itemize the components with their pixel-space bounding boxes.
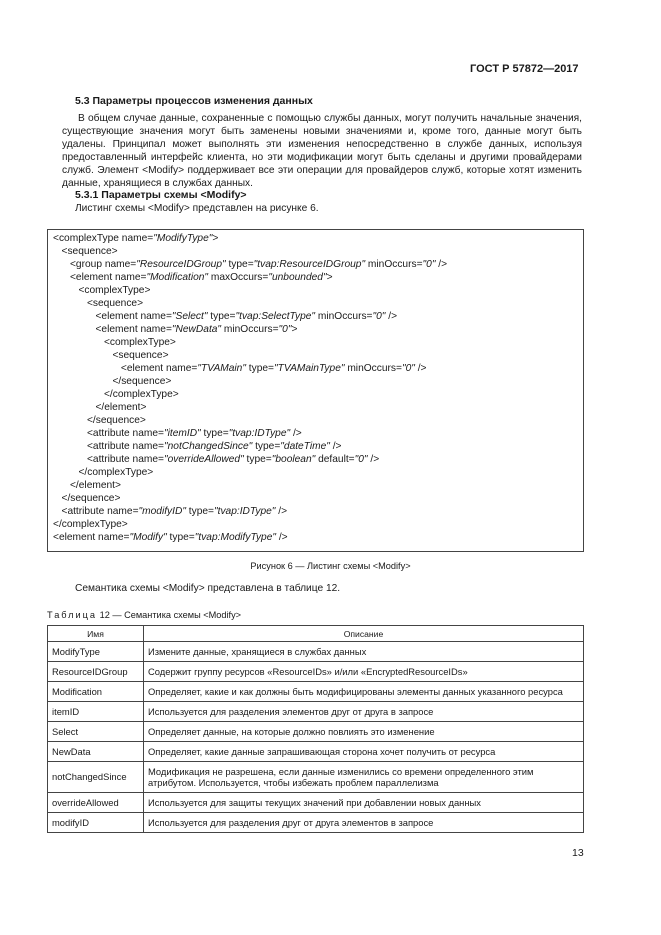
cell-name: itemID — [48, 702, 144, 722]
code-token: /> — [435, 259, 448, 270]
code-line — [53, 506, 287, 518]
code-token: <element name= — [53, 363, 198, 374]
code-token: > — [291, 324, 298, 335]
code-line — [53, 402, 146, 414]
code-token: type= — [207, 311, 236, 322]
code-token: <complexType> — [53, 337, 176, 348]
cell-name: ResourceIDGroup — [48, 662, 144, 682]
cell-name: overrideAllowed — [48, 793, 144, 813]
code-attr-value: "0" — [422, 259, 436, 270]
code-token: type= — [252, 441, 281, 452]
code-token: type= — [245, 363, 275, 374]
code-token: </sequence> — [53, 415, 146, 426]
section-heading: 5.3 Параметры процессов изменения данных — [75, 95, 313, 107]
code-token: type= — [225, 259, 254, 270]
subsection-heading: 5.3.1 Параметры схемы <Modify> — [75, 189, 247, 201]
cell-description: Модификация не разрешена, если данные изменились со времени определенного этим атрибутом. Используется, чтобы избежать проблем параллелизма — [144, 762, 584, 793]
code-token: </element> — [53, 480, 121, 491]
cell-description: Измените данные, хранящиеся в службах данных — [144, 642, 584, 662]
code-token: /> — [329, 441, 342, 452]
code-attr-value: "notChangedSince" — [164, 441, 253, 452]
code-token: type= — [166, 532, 195, 543]
code-line — [53, 493, 120, 505]
code-token: minOccurs= — [315, 311, 373, 322]
code-token: <complexType> — [53, 285, 151, 296]
code-line — [53, 311, 397, 323]
code-attr-value: "Modification" — [146, 272, 209, 283]
code-line — [53, 389, 179, 401]
code-attr-value: "TVAMainType" — [274, 363, 345, 374]
cell-name: Modification — [48, 682, 144, 702]
cell-description: Определяет данные, на которые должно повлиять это изменение — [144, 722, 584, 742]
code-attr-value: "tvap:ResourceIDGroup" — [253, 259, 366, 270]
table-row — [48, 722, 584, 742]
code-token: /> — [275, 532, 288, 543]
code-line — [53, 441, 342, 453]
code-attr-value: "0" — [401, 363, 415, 374]
code-token: <group name= — [53, 259, 137, 270]
code-attr-value: "0" — [354, 454, 368, 465]
cell-description: Определяет, какие данные запрашивающая сторона хочет получить от ресурса — [144, 742, 584, 762]
code-token: <element name= — [53, 532, 130, 543]
header-name: Имя — [48, 626, 144, 642]
header-description: Описание — [144, 626, 584, 642]
code-attr-value: "modifyID" — [138, 506, 186, 517]
code-line — [53, 428, 302, 440]
cell-name: NewData — [48, 742, 144, 762]
code-token: type= — [243, 454, 272, 465]
code-line — [53, 532, 288, 544]
code-token: default= — [315, 454, 355, 465]
table-caption-text: 12 — Семантика схемы <Modify> — [99, 610, 242, 620]
code-token: </complexType> — [53, 467, 154, 478]
code-token: /> — [290, 428, 302, 439]
code-token: </sequence> — [53, 493, 121, 504]
cell-name: notChangedSince — [48, 762, 144, 793]
figure-caption: Рисунок 6 — Листинг схемы <Modify> — [250, 561, 411, 571]
code-line — [53, 272, 333, 284]
table-caption — [47, 610, 241, 620]
table-row — [48, 742, 584, 762]
cell-description: Содержит группу ресурсов «ResourceIDs» и/или «EncryptedResourceIDs» — [144, 662, 584, 682]
code-token: type= — [185, 506, 214, 517]
code-token: </complexType> — [53, 389, 179, 400]
cell-description: Используется для разделения элементов друг от друга в запросе — [144, 702, 584, 722]
code-attr-value: "tvap:ModifyType" — [194, 532, 276, 543]
code-line — [53, 467, 153, 479]
code-token: </sequence> — [53, 376, 172, 387]
code-token: <sequence> — [53, 298, 144, 309]
cell-name: modifyID — [48, 813, 144, 833]
table-row — [48, 682, 584, 702]
table-row — [48, 793, 584, 813]
cell-name: ModifyType — [48, 642, 144, 662]
code-line — [53, 454, 379, 466]
code-line — [53, 259, 447, 271]
code-token: /> — [414, 363, 427, 374]
code-token: <sequence> — [53, 350, 169, 361]
code-token: <element name= — [53, 324, 172, 335]
code-line — [53, 415, 146, 427]
cell-description: Определяет, какие и как должны быть модифицированы элементы данных указанного ресурса — [144, 682, 584, 702]
code-attr-value: "NewData" — [171, 324, 222, 335]
table-header-row — [48, 626, 584, 642]
code-token: minOccurs= — [344, 363, 402, 374]
body-paragraph-text: В общем случае данные, сохраненные с помощью службы данных, могут получить начальные значения, существующие значения могут быть заменены новыми значениями и, кроме того, данные могут быть удалены. Принципал может выполнять эти изменения непосредственно в службе данных, используя предоставленный интерфейс клиента, но эти модификации могут быть сделаны и другими провайдерами служб. Элемент <Modify> поддерживает все эти операции для провайдеров служб, которые хотят изменить данные, хранящиеся в службах данных. — [62, 113, 582, 190]
code-attr-value: "dateTime" — [280, 441, 330, 452]
table-reference: Семантика схемы <Modify> представлена в таблице 12. — [75, 583, 341, 594]
document-code: ГОСТ Р 57872—2017 — [470, 63, 579, 75]
cell-description: Используется для защиты текущих значений при добавлении новых данных — [144, 793, 584, 813]
code-attr-value: "boolean" — [271, 454, 316, 465]
listing-intro: Листинг схемы <Modify> представлен на рисунке 6. — [75, 203, 319, 214]
code-attr-value: "tvap:IDType" — [214, 506, 276, 517]
code-attr-value: "itemID" — [164, 428, 201, 439]
code-token: /> — [275, 506, 288, 517]
table-row — [48, 762, 584, 793]
code-token: type= — [200, 428, 229, 439]
code-attr-value: "0" — [278, 324, 292, 335]
semantics-table — [47, 625, 584, 833]
code-token: <attribute name= — [53, 428, 164, 439]
code-attr-value: "unbounded" — [268, 272, 327, 283]
code-line — [53, 233, 218, 245]
code-token: /> — [367, 454, 380, 465]
code-attr-value: "tvap:SelectType" — [235, 311, 316, 322]
code-line — [53, 298, 143, 310]
code-token: </element> — [53, 402, 147, 413]
cell-name: Select — [48, 722, 144, 742]
table-row — [48, 642, 584, 662]
code-token: <element name= — [53, 311, 172, 322]
code-attr-value: "overrideAllowed" — [164, 454, 244, 465]
code-token: <attribute name= — [53, 441, 164, 452]
code-line — [53, 376, 171, 388]
body-paragraph — [62, 112, 582, 191]
code-token: <attribute name= — [53, 506, 139, 517]
code-line — [53, 246, 118, 258]
code-token: </complexType> — [53, 519, 128, 530]
code-token: > — [326, 272, 333, 283]
code-token: <element name= — [53, 272, 147, 283]
cell-description: Используется для разделения друг от друга элементов в запросе — [144, 813, 584, 833]
code-attr-value: "Modify" — [129, 532, 167, 543]
code-line — [53, 337, 176, 349]
code-token: minOccurs= — [365, 259, 423, 270]
table-caption-label: Таблица — [47, 610, 98, 620]
table-row — [48, 702, 584, 722]
code-line — [53, 363, 426, 375]
page-number: 13 — [572, 847, 584, 859]
code-attr-value: "0" — [372, 311, 386, 322]
code-line — [53, 285, 150, 297]
code-attr-value: "tvap:IDType" — [228, 428, 291, 439]
schema-listing — [47, 229, 584, 552]
code-token: maxOccurs= — [208, 272, 269, 283]
code-attr-value: "ModifyType" — [153, 233, 213, 244]
code-token: minOccurs= — [221, 324, 279, 335]
code-token: /> — [385, 311, 398, 322]
code-token: <sequence> — [53, 246, 118, 257]
code-line — [53, 350, 169, 362]
code-token: <complexType name= — [53, 233, 154, 244]
code-attr-value: "TVAMain" — [197, 363, 246, 374]
table-row — [48, 813, 584, 833]
code-line — [53, 480, 121, 492]
code-line — [53, 324, 297, 336]
code-token: <attribute name= — [53, 454, 164, 465]
code-attr-value: "ResourceIDGroup" — [136, 259, 226, 270]
code-line — [53, 519, 128, 531]
code-attr-value: "Select" — [171, 311, 208, 322]
code-token: > — [212, 233, 219, 244]
table-row — [48, 662, 584, 682]
